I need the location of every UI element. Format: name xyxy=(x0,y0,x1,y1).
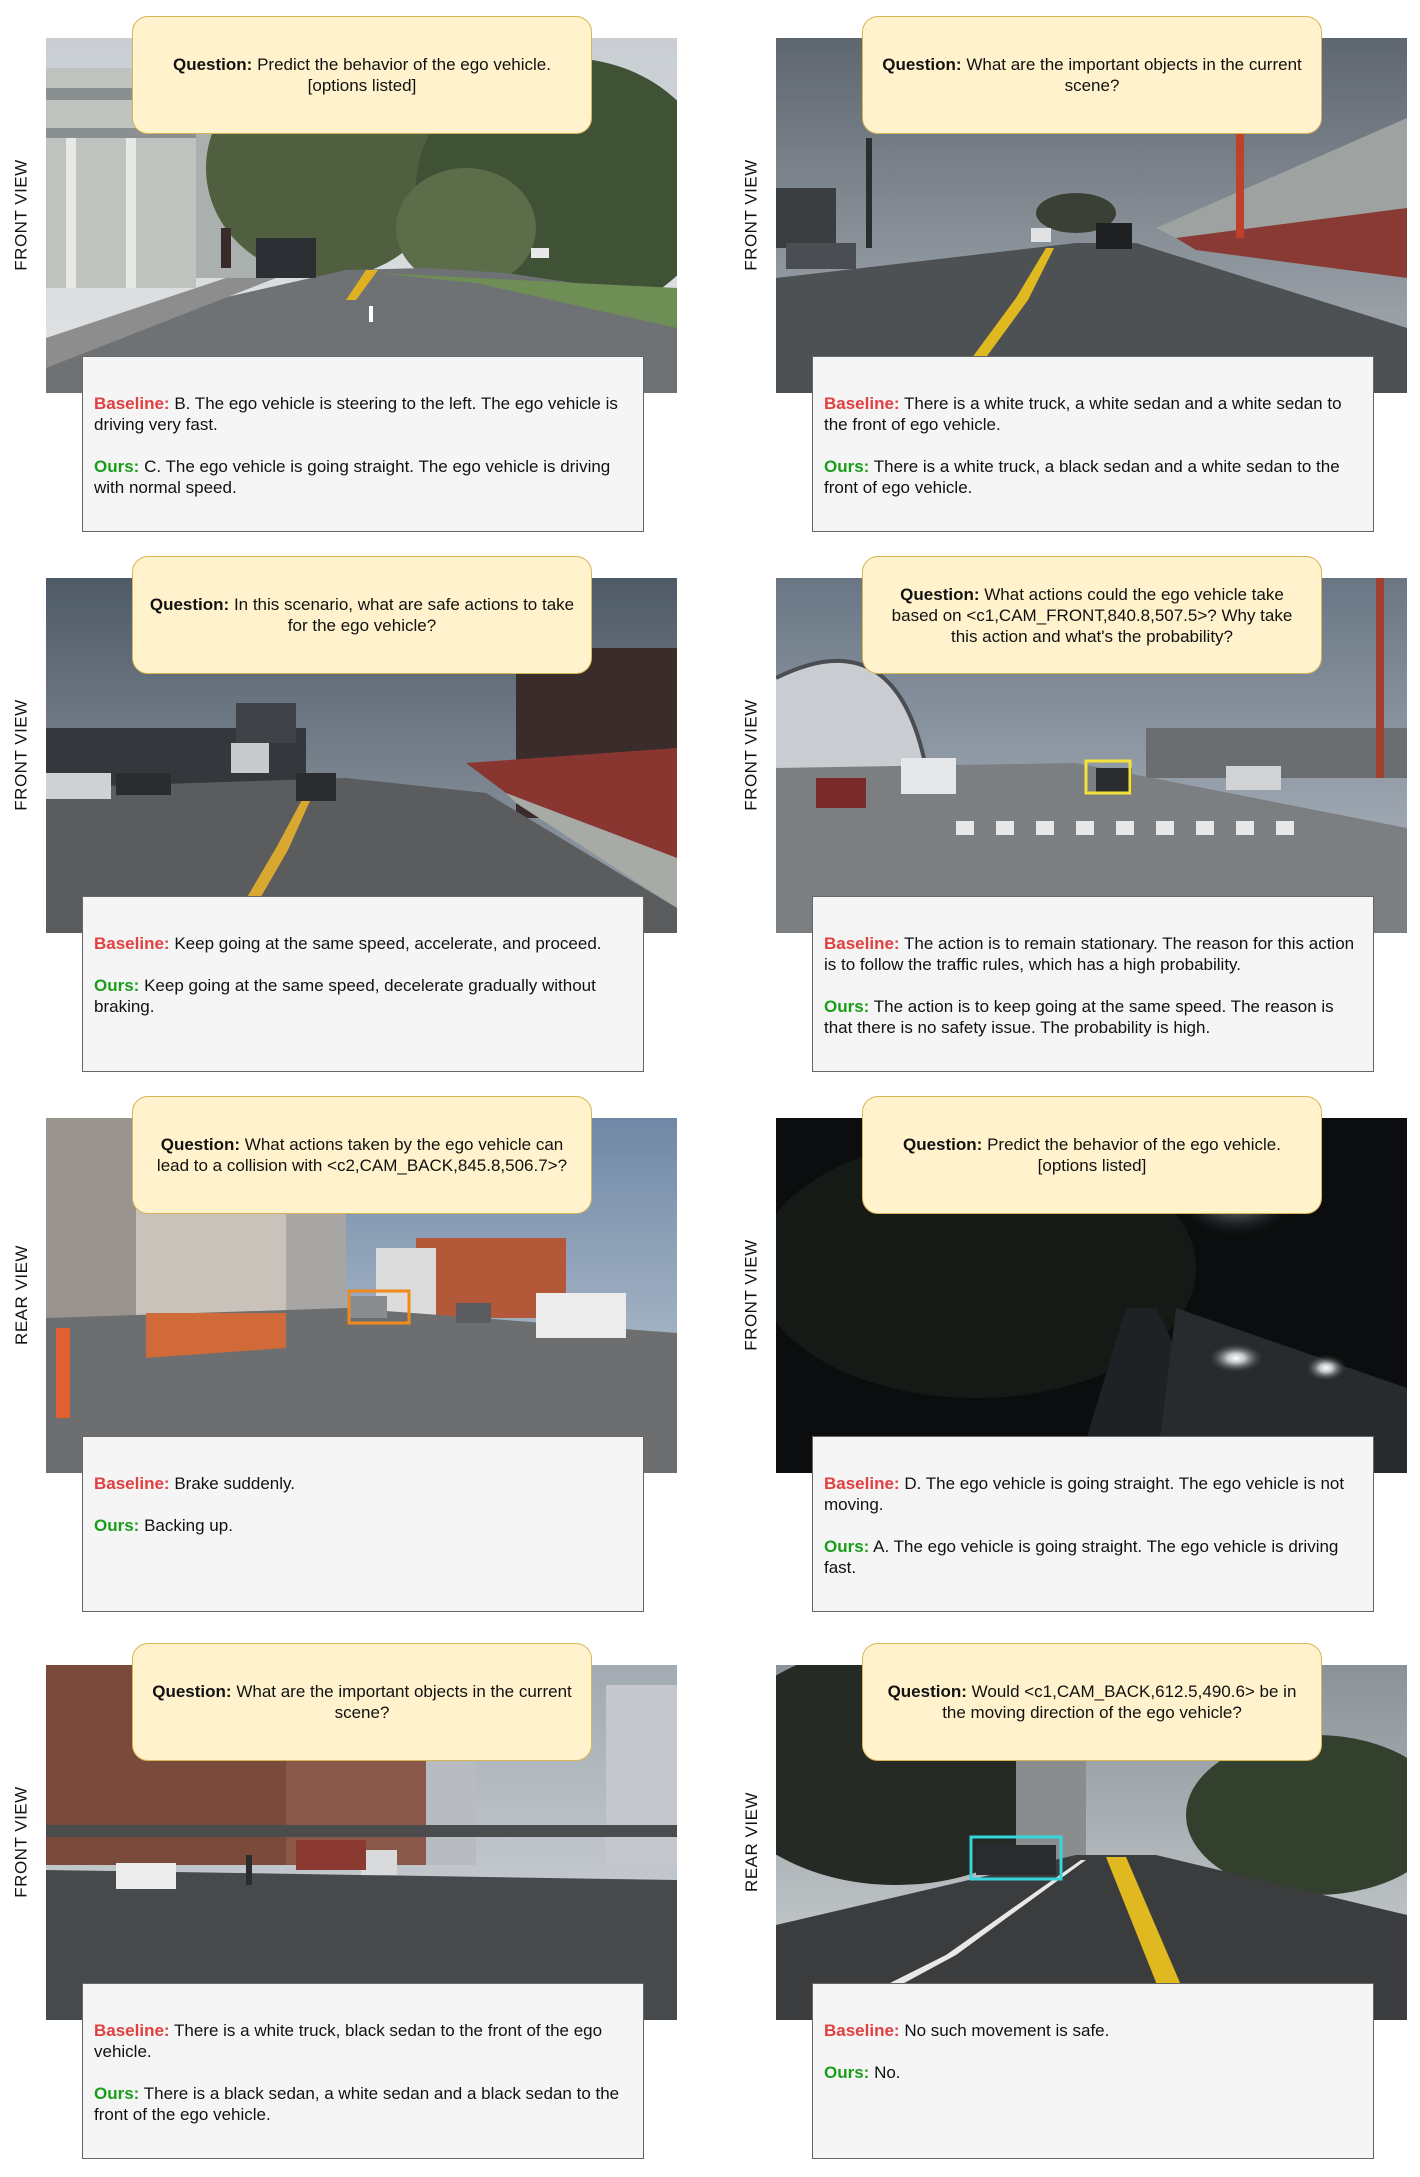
view-label: FRONT VIEW xyxy=(12,1786,32,1898)
view-label: FRONT VIEW xyxy=(12,699,32,811)
ours-label: Ours: xyxy=(824,1537,870,1556)
ours-label: Ours: xyxy=(94,1516,140,1535)
panel-6 xyxy=(730,1080,1420,1620)
panel-3 xyxy=(0,540,690,1080)
baseline-label: Baseline: xyxy=(824,394,900,413)
answer-box xyxy=(812,896,1374,1072)
question-label: Question: xyxy=(900,584,980,604)
ours-answer: C. The ego vehicle is going straight. The ego vehicle is driving with normal speed. xyxy=(94,457,611,497)
baseline-answer: Keep going at the same speed, accelerate, and proceed. xyxy=(174,934,602,953)
view-label: FRONT VIEW xyxy=(12,159,32,271)
answer-box xyxy=(82,1983,644,2159)
panel-7 xyxy=(0,1627,690,2167)
panel-2 xyxy=(730,0,1420,540)
panel-5 xyxy=(0,1080,690,1620)
question-label: Question: xyxy=(882,55,962,74)
ours-label: Ours: xyxy=(824,2063,870,2082)
ours-answer: There is a white truck, a black sedan and a white sedan to the front of ego vehicle. xyxy=(824,457,1340,497)
baseline-answer: B. The ego vehicle is steering to the left. The ego vehicle is driving very fast. xyxy=(94,394,618,434)
baseline-label: Baseline: xyxy=(94,1474,170,1493)
ours-answer: The action is to keep going at the same speed. The reason is that there is no safety issue. The probability is high. xyxy=(824,997,1334,1037)
baseline-answer: D. The ego vehicle is going straight. The ego vehicle is not moving. xyxy=(824,1474,1345,1514)
baseline-label: Baseline: xyxy=(824,1474,900,1493)
question-text: Predict the behavior of the ego vehicle. [options listed] xyxy=(257,55,551,95)
question-text: What actions could the ego vehicle take based on <c1,CAM_FRONT,840.8,507.5>? Why take this action and what's the probability? xyxy=(891,584,1293,646)
baseline-answer: There is a white truck, a white sedan and a white sedan to the front of ego vehicle. xyxy=(824,394,1342,434)
question-bubble xyxy=(862,1096,1322,1214)
ours-answer: Backing up. xyxy=(144,1516,233,1535)
answer-box xyxy=(812,1436,1374,1612)
ours-label: Ours: xyxy=(94,976,140,995)
ours-label: Ours: xyxy=(94,457,140,476)
question-text: In this scenario, what are safe actions to take for the ego vehicle? xyxy=(233,595,575,635)
question-bubble xyxy=(132,1096,592,1214)
answer-box xyxy=(812,356,1374,532)
question-label: Question: xyxy=(160,1135,241,1154)
question-bubble xyxy=(862,1643,1322,1761)
view-label: FRONT VIEW xyxy=(742,699,762,811)
panel-8 xyxy=(730,1627,1420,2167)
question-label: Question: xyxy=(149,595,230,614)
question-text: What actions taken by the ego vehicle can lead to a collision with <c2,CAM_BACK,845.8,506.7>? xyxy=(156,1135,568,1175)
ours-answer: There is a black sedan, a white sedan and a black sedan to the front of the ego vehicle. xyxy=(94,2084,620,2124)
baseline-answer: The action is to remain stationary. The reason for this action is to follow the traffic rules, which has a high probability. xyxy=(824,934,1355,974)
baseline-answer: There is a white truck, black sedan to the front of the ego vehicle. xyxy=(94,2021,603,2061)
ours-answer: No. xyxy=(874,2063,901,2082)
baseline-label: Baseline: xyxy=(94,2021,170,2040)
question-label: Question: xyxy=(887,1682,967,1701)
baseline-answer: Brake suddenly. xyxy=(174,1474,295,1493)
answer-box xyxy=(82,896,644,1072)
question-bubble xyxy=(862,16,1322,134)
view-label: FRONT VIEW xyxy=(742,159,762,271)
question-text: Predict the behavior of the ego vehicle. [options listed] xyxy=(987,1135,1281,1175)
answer-box xyxy=(812,1983,1374,2159)
ours-label: Ours: xyxy=(94,2084,140,2103)
baseline-label: Baseline: xyxy=(824,934,900,953)
question-bubble xyxy=(132,16,592,134)
question-text: Would <c1,CAM_BACK,612.5,490.6> be in the moving direction of the ego vehicle? xyxy=(942,1682,1297,1722)
panel-1 xyxy=(0,0,690,540)
baseline-answer: No such movement is safe. xyxy=(904,2021,1110,2040)
view-label: REAR VIEW xyxy=(742,1792,761,1892)
ours-answer: Keep going at the same speed, decelerate gradually without braking. xyxy=(94,976,596,1016)
question-text: What are the important objects in the current scene? xyxy=(966,55,1302,95)
ours-label: Ours: xyxy=(824,997,870,1016)
question-label: Question: xyxy=(903,1135,983,1154)
ours-answer: A. The ego vehicle is going straight. The ego vehicle is driving fast. xyxy=(824,1537,1339,1577)
panel-4 xyxy=(730,540,1420,1080)
question-text: What are the important objects in the current scene? xyxy=(236,1682,572,1722)
ours-label: Ours: xyxy=(824,457,870,476)
question-bubble xyxy=(862,556,1322,674)
question-bubble xyxy=(132,1643,592,1761)
answer-box xyxy=(82,356,644,532)
baseline-label: Baseline: xyxy=(94,934,170,953)
baseline-label: Baseline: xyxy=(94,394,170,413)
question-bubble xyxy=(132,556,592,674)
answer-box xyxy=(82,1436,644,1612)
view-label: REAR VIEW xyxy=(12,1245,31,1345)
view-label: FRONT VIEW xyxy=(742,1239,762,1351)
question-label: Question: xyxy=(152,1682,232,1701)
baseline-label: Baseline: xyxy=(824,2021,900,2040)
question-label: Question: xyxy=(173,55,253,74)
